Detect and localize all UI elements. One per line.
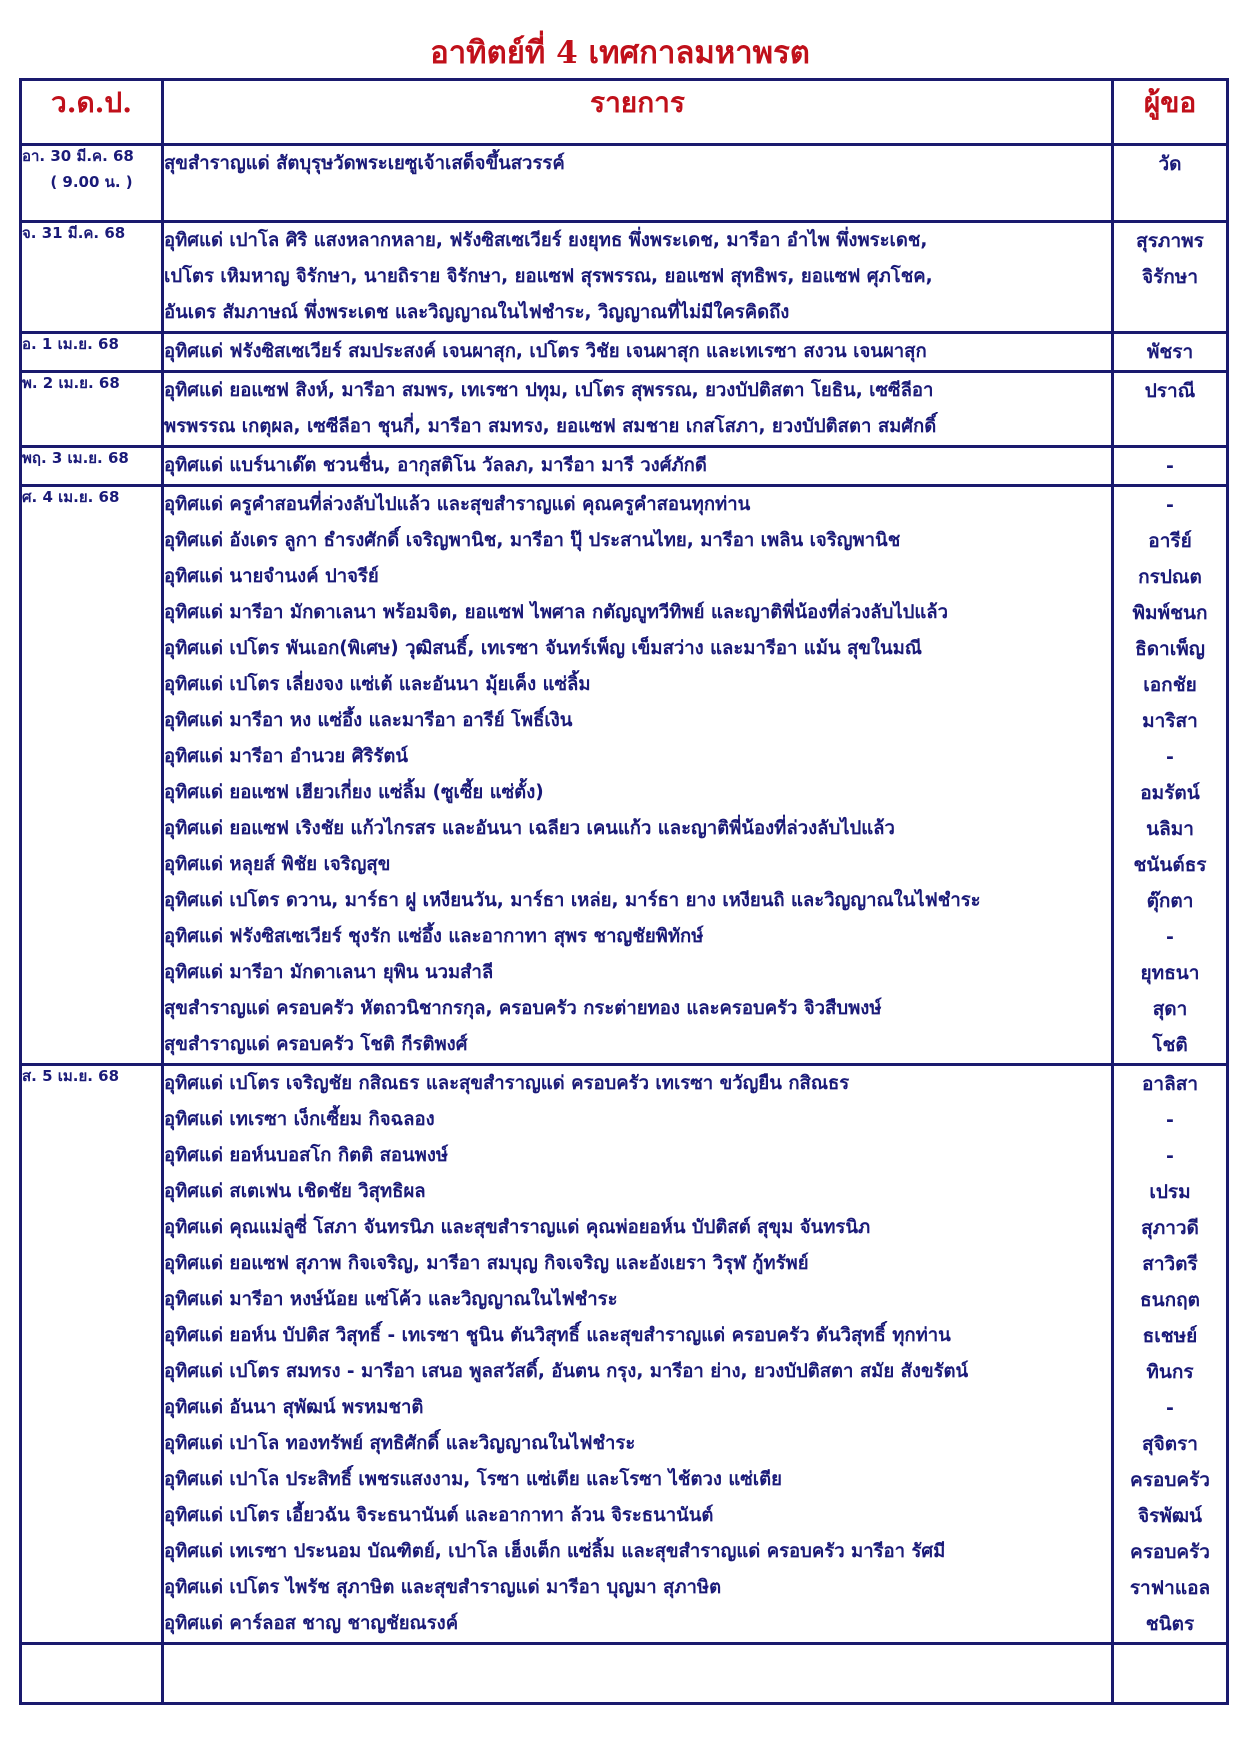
row-requesters [1113, 222, 1228, 333]
row-items [163, 372, 1113, 447]
mass-intention-table [19, 78, 1229, 1705]
requester-name: - [1166, 1145, 1174, 1167]
intention-line: อุทิศแด่ เทเรซา เง็กเซี้ยม กิจฉลอง [164, 1109, 435, 1130]
table-row [21, 486, 1228, 1065]
requester-name: - [1166, 1109, 1174, 1131]
intention-line: สุขสำราญแด่ สัตบุรุษวัดพระเยซูเจ้าเสด็จขึ้นสวรรค์ [164, 153, 565, 174]
intention-line: อุทิศแด่ ยอห์นบอสโก กิตติ สอนพงษ์ [164, 1145, 449, 1166]
requester-name: ชนันต์ธร [1133, 854, 1207, 876]
intention-line: อุทิศแด่ มารีอา อำนวย ศิริรัตน์ [164, 746, 408, 767]
row-items [163, 145, 1113, 222]
row-items [163, 486, 1113, 1065]
date-text: จ. 31 มี.ค. 68 [22, 224, 126, 242]
requester-name: ยุทธนา [1140, 962, 1200, 984]
intention-line: อุทิศแด่ มารีอา หง แซ่อึ้ง และมารีอา อารีย์ โพธิ์เงิน [164, 710, 573, 731]
table-header-row [21, 80, 1228, 145]
intention-line: อุทิศแด่ ยอแซฟ เฮียวเกี่ยง แซ่ลิ้ม (ซูเซี้ย แซ่ตั้ง) [164, 782, 544, 803]
time-text: ( 9.00 น. ) [50, 173, 133, 191]
row-date [21, 372, 163, 447]
intention-line: พรพรรณ เกตุผล, เซซีลีอา ชุนกี่, มารีอา สมทรง, ยอแซฟ สมชาย เกสโสภา, ยวงบัปติสตา สมศักดิ์ [164, 416, 937, 437]
requester-name: ปราณี [1144, 380, 1196, 402]
requester-name: มาริสา [1142, 710, 1198, 732]
intention-line: อุทิศแด่ ยอแซฟ เริงชัย แก้วไกรสร และอันนา เฉลียว เคนแก้ว และญาติพี่น้องที่ล่วงลับไปแล้ว [164, 818, 895, 839]
intention-line: อุทิศแด่ เปโตร ดวาน, มาร์ธา ฝู เหงียนวัน, มาร์ธา เหล่ย, มาร์ธา ยาง เหงียนถิ และวิญญาณในไฟชำระ [164, 890, 981, 911]
requester-name: - [1166, 1397, 1174, 1419]
requester-name: - [1166, 455, 1174, 477]
requester-name: เอกชัย [1143, 674, 1197, 696]
date-text: อ. 1 เม.ย. 68 [22, 335, 119, 353]
row-requesters [1113, 486, 1228, 1065]
intention-line: อุทิศแด่ ยอแซฟ สุภาพ กิจเจริญ, มารีอา สมบุญ กิจเจริญ และอังเยรา วิรุฬ กู้ทรัพย์ [164, 1253, 809, 1274]
intention-line: อุทิศแด่ ฟรังซิสเซเวียร์ สมประสงค์ เจนผาสุก, เปโตร วิชัย เจนผาสุก และเทเรซา สงวน เจนผาสุก [164, 341, 927, 362]
row-requesters [1113, 447, 1228, 486]
requester-name: จิรพัฒน์ [1137, 1505, 1202, 1527]
date-text: อา. 30 มี.ค. 68 [22, 147, 134, 165]
requester-name: ครอบครัว [1130, 1541, 1210, 1563]
requester-name: ครอบครัว [1130, 1469, 1210, 1491]
table-row [21, 447, 1228, 486]
intention-line: อุทิศแด่ เปโตร สมทรง - มารีอา เสนอ พูลสวัสดิ์, อันตน กรุง, มารีอา ย่าง, ยวงบัปติสตา สมัย สังขรัตน์ [164, 1361, 969, 1382]
requester-name: ธเชษย์ [1142, 1325, 1198, 1347]
requester-name: สุจิตรา [1142, 1433, 1198, 1455]
intention-line: อุทิศแด่ เปโตร เจริญชัย กสิณธร และสุขสำราญแด่ ครอบครัว เทเรซา ขวัญยืน กสิณธร [164, 1073, 850, 1094]
requester-name: อาลิสา [1142, 1073, 1198, 1095]
requester-name: - [1166, 746, 1174, 768]
intention-line: อุทิศแด่ นายจำนงค์ ปาจรีย์ [164, 566, 379, 587]
intention-line: อุทิศแด่ สเตเฟน เชิดชัย วิสุทธิผล [164, 1181, 426, 1202]
row-date [21, 222, 163, 333]
date-text: ส. 5 เม.ย. 68 [22, 1067, 120, 1085]
table-row [21, 1065, 1228, 1644]
row-date [21, 486, 163, 1065]
intention-line: อุทิศแด่ หลุยส์ พิชัย เจริญสุข [164, 854, 391, 875]
date-text: พ. 2 เม.ย. 68 [22, 374, 120, 392]
intention-line: สุขสำราญแด่ ครอบครัว หัตถวนิชากรกุล, ครอบครัว กระต่ายทอง และครอบครัว จิวสืบพงษ์ [164, 998, 882, 1019]
row-items [163, 1644, 1113, 1704]
table-row [21, 222, 1228, 333]
page-title: อาทิตย์ที่ 4 เทศกาลมหาพรต [430, 35, 810, 71]
table-row [21, 333, 1228, 372]
requester-name: สุดา [1152, 998, 1188, 1020]
intention-line: อุทิศแด่ เปโตร เลี่ยงจง แซ่เต้ และอันนา มุ้ยเค็ง แซ่ลิ้ม [164, 674, 591, 695]
date-text: พฤ. 3 เม.ย. 68 [22, 449, 129, 467]
intention-line: อุทิศแด่ ฟรังซิสเซเวียร์ ชุงรัก แซ่อึ้ง และอากาทา สุพร ชาญชัยพิทักษ์ [164, 926, 704, 947]
requester-name: อมรัตน์ [1140, 782, 1200, 804]
intention-line: อุทิศแด่ เปโตร เอี้ยวฉัน จิระธนานันต์ และอากาทา ล้วน จิระธนานันต์ [164, 1505, 714, 1526]
intention-line: อุทิศแด่ เปาโล ทองทรัพย์ สุทธิศักดิ์ และวิญญาณในไฟชำระ [164, 1433, 636, 1454]
row-date [21, 145, 163, 222]
requester-name: ธนกฤต [1140, 1289, 1200, 1311]
intention-line: อุทิศแด่ เปาโล ศิริ แสงหลากหลาย, ฟรังซิสเซเวียร์ ยงยุทธ พึ่งพระเดช, มารีอา อำไพ พึ่งพระเดช, [164, 230, 928, 251]
requester-name: สุรภาพร [1136, 230, 1204, 252]
intention-line: อุทิศแด่ อังเดร ลูกา ธำรงศักดิ์ เจริญพานิช, มารีอา ปุ๊ ประสานไทย, มารีอา เพลิน เจริญพานิช [164, 530, 901, 551]
requester-name: ธิดาเพ็ญ [1135, 638, 1205, 660]
row-items [163, 333, 1113, 372]
row-date [21, 333, 163, 372]
intention-line: อันเดร สัมภาษณ์ พึ่งพระเดช และวิญญาณในไฟชำระ, วิญญาณที่ไม่มีใครคิดถึง [164, 302, 790, 323]
header-date: ว.ด.ป. [21, 80, 163, 145]
intention-line: เปโตร เหิมหาญ จิรักษา, นายถิราย จิรักษา, ยอแซฟ สุรพรรณ, ยอแซฟ สุทธิพร, ยอแซฟ ศุภโชค, [164, 266, 933, 287]
intention-line: อุทิศแด่ ครูคำสอนที่ล่วงลับไปแล้ว และสุขสำราญแด่ คุณครูคำสอนทุกท่าน [164, 494, 751, 515]
table-row [21, 372, 1228, 447]
row-date [21, 447, 163, 486]
table-row [21, 1644, 1228, 1704]
intention-line: อุทิศแด่ ยอห์น บัปติส วิสุทธิ์ - เทเรซา ชูนิน ตันวิสุทธิ์ และสุขสำราญแด่ ครอบครัว ตันวิสุทธิ์ ทุกท่าน [164, 1325, 951, 1346]
row-date [21, 1065, 163, 1644]
intention-line: อุทิศแด่ มารีอา มักดาเลนา ยุพิน นวมสำลี [164, 962, 494, 983]
row-requesters [1113, 372, 1228, 447]
row-date [21, 1644, 163, 1704]
requester-name: พิมพ์ชนก [1132, 602, 1208, 624]
intention-line: อุทิศแด่ อันนา สุพัฒน์ พรหมชาติ [164, 1397, 424, 1418]
requester-name: ทินกร [1146, 1361, 1194, 1383]
requester-name: กรปณต [1138, 566, 1202, 588]
table-row [21, 145, 1228, 222]
requester-name: ตุ๊กตา [1146, 890, 1194, 912]
header-requester: ผู้ขอ [1113, 80, 1228, 145]
intention-line: อุทิศแด่ แบร์นาเด๊ต ชวนชื่น, อากุสติโน วัลลภ, มารีอา มารี วงศ์ภักดี [164, 455, 707, 476]
row-requesters [1113, 1065, 1228, 1644]
requester-name: นลิมา [1146, 818, 1194, 840]
intention-line: อุทิศแด่ คุณแม่ลูซี่ โสภา จันทรนิภ และสุขสำราญแด่ คุณพ่อยอห์น บัปติสต์ สุขุม จันทรนิภ [164, 1217, 871, 1238]
requester-name: อารีย์ [1148, 530, 1192, 552]
header-items: รายการ [163, 80, 1113, 145]
requester-name: วัด [1158, 153, 1182, 175]
intention-line: อุทิศแด่ มารีอา หงษ์น้อย แซ่โค้ว และวิญญาณในไฟชำระ [164, 1289, 618, 1310]
row-items [163, 1065, 1113, 1644]
row-requesters [1113, 333, 1228, 372]
row-items [163, 447, 1113, 486]
intention-line: อุทิศแด่ เปโตร พันเอก(พิเศษ) วุฒิสนธิ์, เทเรซา จันทร์เพ็ญ เข็มสว่าง และมารีอา แม้น สุขในมณี [164, 638, 922, 659]
requester-name: ชนิตร [1145, 1613, 1195, 1635]
intention-line: อุทิศแด่ เปโตร ไพรัช สุภาษิต และสุขสำราญแด่ มารีอา บุญมา สุภาษิต [164, 1577, 722, 1598]
row-requesters [1113, 1644, 1228, 1704]
requester-name: พัชรา [1146, 341, 1194, 363]
row-requesters [1113, 145, 1228, 222]
requester-name: เปรม [1149, 1181, 1191, 1203]
requester-name: ราฟาแอล [1129, 1577, 1211, 1599]
requester-name: สุภาวดี [1141, 1217, 1199, 1239]
requester-name: - [1166, 926, 1174, 948]
requester-name: โชติ [1152, 1034, 1188, 1056]
intention-line: อุทิศแด่ คาร์ลอส ชาญ ชาญชัยณรงค์ [164, 1613, 459, 1634]
intention-line: สุขสำราญแด่ ครอบครัว โชติ กีรติพงศ์ [164, 1034, 468, 1055]
row-items [163, 222, 1113, 333]
requester-name: สาวิตรี [1142, 1253, 1198, 1275]
intention-line: อุทิศแด่ เทเรซา ประนอม บัณฑิตย์, เปาโล เฮ็งเต็ก แซ่ลิ้ม และสุขสำราญแด่ ครอบครัว มารีอา รัศมี [164, 1541, 946, 1562]
date-text: ศ. 4 เม.ย. 68 [22, 488, 120, 506]
intention-line: อุทิศแด่ ยอแซฟ สิงห์, มารีอา สมพร, เทเรซา ปทุม, เปโตร สุพรรณ, ยวงบัปติสตา โยธิน, เซซีลีอา [164, 380, 934, 401]
intention-line: อุทิศแด่ มารีอา มักดาเลนา พร้อมจิต, ยอแซฟ ไพศาล กตัญญูทวีทิพย์ และญาติพี่น้องที่ล่วงลับไปแล้ว [164, 602, 949, 623]
intention-line: อุทิศแด่ เปาโล ประสิทธิ์ เพชรแสงงาม, โรซา แซ่เตีย และโรซา ไช้ตวง แซ่เตีย [164, 1469, 782, 1490]
requester-name: - [1166, 494, 1174, 516]
requester-name: จิรักษา [1141, 266, 1199, 288]
